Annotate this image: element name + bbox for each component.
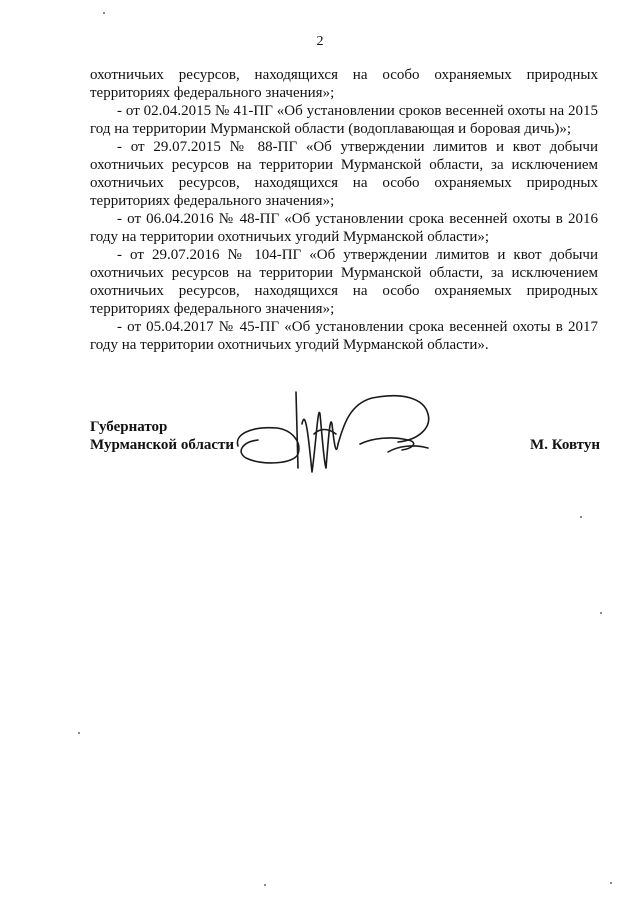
scan-speck bbox=[610, 882, 612, 884]
handwritten-signature bbox=[232, 384, 442, 484]
list-item: - от 05.04.2017 № 45-ПГ «Об установлении срока весенней охоты в 2017 году на территории охотничьих угодий Мурманской области». bbox=[90, 319, 598, 353]
signatory-name: М. Ковтун bbox=[530, 437, 600, 453]
document-body bbox=[90, 66, 598, 354]
scan-speck bbox=[264, 884, 266, 886]
signatory-title-line2: Мурманской области bbox=[90, 437, 235, 453]
signatory-title-line1: Губернатор bbox=[90, 419, 168, 435]
signatory-title bbox=[90, 418, 234, 454]
scan-speck bbox=[103, 12, 105, 14]
scan-speck bbox=[78, 732, 80, 734]
list-item: - от 02.04.2015 № 41-ПГ «Об установлении сроков весенней охоты на 2015 год на территории Мурманской области (водоплавающая и боровая дичь)»; bbox=[90, 103, 598, 137]
scan-speck bbox=[580, 516, 582, 518]
paragraph-continuation: охотничьих ресурсов, находящихся на особо охраняемых природных территориях федерального значения»; bbox=[90, 67, 598, 101]
scan-speck bbox=[600, 612, 602, 614]
list-item: - от 06.04.2016 № 48-ПГ «Об установлении срока весенней охоты в 2016 году на территории охотничьих угодий Мурманской области»; bbox=[90, 211, 598, 245]
page-number: 2 bbox=[316, 34, 324, 49]
list-item: - от 29.07.2016 № 104-ПГ «Об утверждении лимитов и квот добычи охотничьих ресурсов на территории Мурманской области, за исключением охотничьих ресурсов, находящихся на особо охраняемых природных территориях федерального значения»; bbox=[90, 247, 598, 317]
list-item: - от 29.07.2015 № 88-ПГ «Об утверждении лимитов и квот добычи охотничьих ресурсов на территории Мурманской области, за исключением охотничьих ресурсов, находящихся на особо охраняемых природных территориях федерального значения»; bbox=[90, 139, 598, 209]
